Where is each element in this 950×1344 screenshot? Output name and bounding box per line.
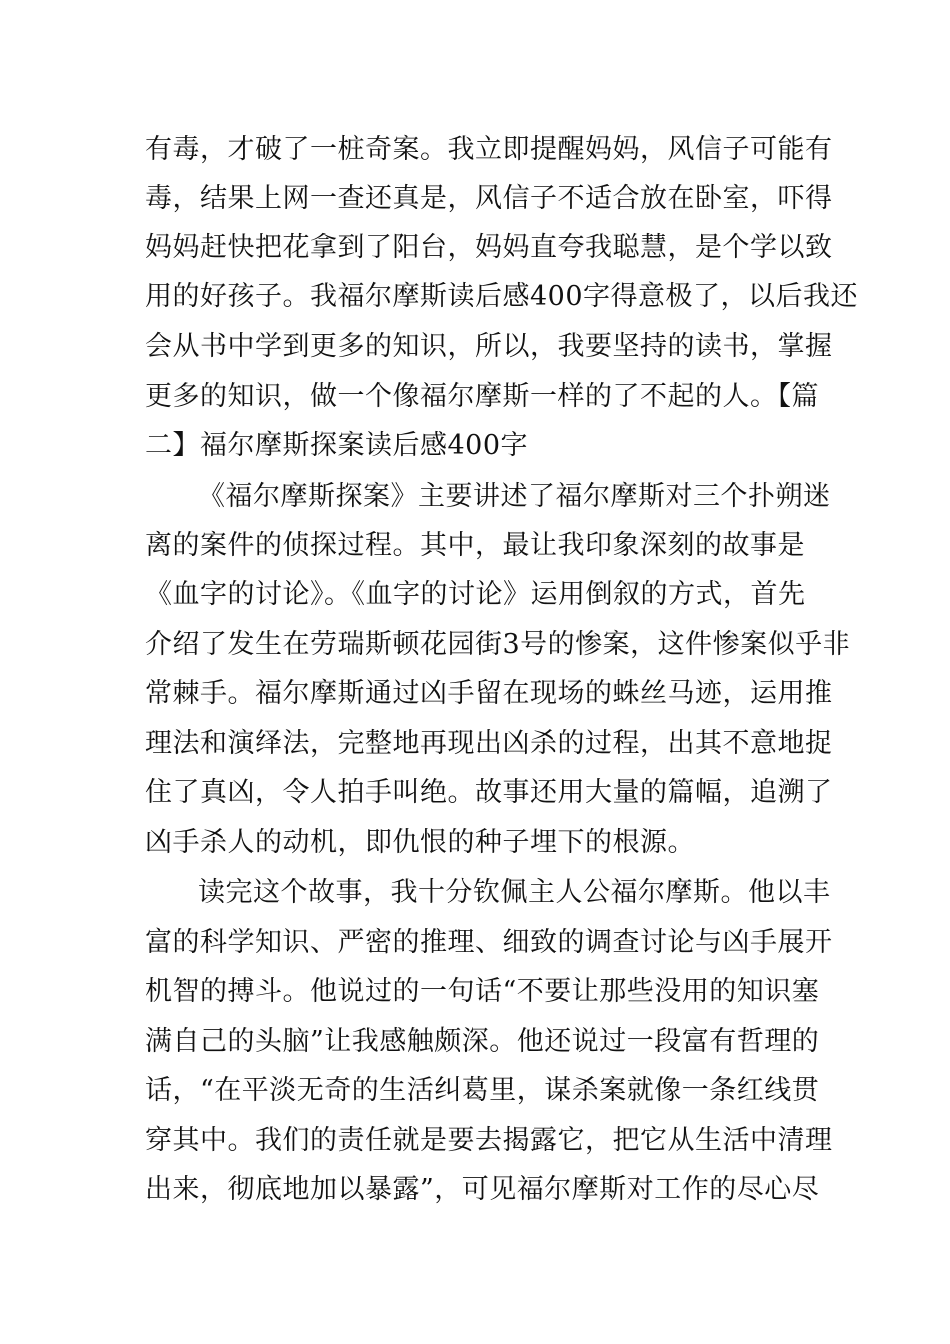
text-line: 毒，结果上网一查还真是，风信子不适合放在卧室，吓得 <box>145 183 833 214</box>
text-line: 介绍了发生在劳瑞斯顿花园街3号的惨案，这件惨案似乎非 <box>145 629 851 660</box>
text-line: 《福尔摩斯探案》主要讲述了福尔摩斯对三个扑朔迷 <box>198 481 831 512</box>
text-line: 住了真凶，令人拍手叫绝。故事还用大量的篇幅，追溯了 <box>145 777 833 808</box>
text-line: 满自己的头脑”让我感触颇深。他还说过一段富有哲理的 <box>145 1026 820 1057</box>
text-line: 用的好孩子。我福尔摩斯读后感400字得意极了，以后我还 <box>145 281 859 312</box>
text-line: 有毒，才破了一桩奇案。我立即提醒妈妈，风信子可能有 <box>145 134 833 165</box>
text-line: 机智的搏斗。他说过的一句话“不要让那些没用的知识塞 <box>145 976 820 1007</box>
text-line: 更多的知识，做一个像福尔摩斯一样的了不起的人。【篇 <box>145 381 819 412</box>
text-line: 离的案件的侦探过程。其中，最让我印象深刻的故事是 <box>145 530 805 561</box>
text-line: 话，“在平淡无奇的生活纠葛里，谋杀案就像一条红线贯 <box>145 1075 820 1106</box>
text-line: 出来，彻底地加以暴露”，可见福尔摩斯对工作的尽心尽 <box>145 1174 820 1205</box>
text-line: 妈妈赶快把花拿到了阳台，妈妈直夸我聪慧，是个学以致 <box>145 232 833 263</box>
text-line: 二】福尔摩斯探案读后感400字 <box>145 430 529 461</box>
text-line: 理法和演绎法，完整地再现出凶杀的过程，出其不意地捉 <box>145 728 833 759</box>
text-line: 常棘手。福尔摩斯通过凶手留在现场的蛛丝马迹，运用推 <box>145 678 833 709</box>
text-line: 读完这个故事，我十分钦佩主人公福尔摩斯。他以丰 <box>198 877 831 908</box>
text-line: 富的科学知识、严密的推理、细致的调查讨论与凶手展开 <box>145 927 833 958</box>
text-line: 穿其中。我们的责任就是要去揭露它，把它从生活中清理 <box>145 1125 833 1156</box>
text-line: 《血字的讨论》。《血字的讨论》运用倒叙的方式，首先 <box>145 579 806 610</box>
text-line: 凶手杀人的动机，即仇恨的种子埋下的根源。 <box>145 827 695 858</box>
text-line: 会从书中学到更多的知识，所以，我要坚持的读书，掌握 <box>145 331 833 362</box>
